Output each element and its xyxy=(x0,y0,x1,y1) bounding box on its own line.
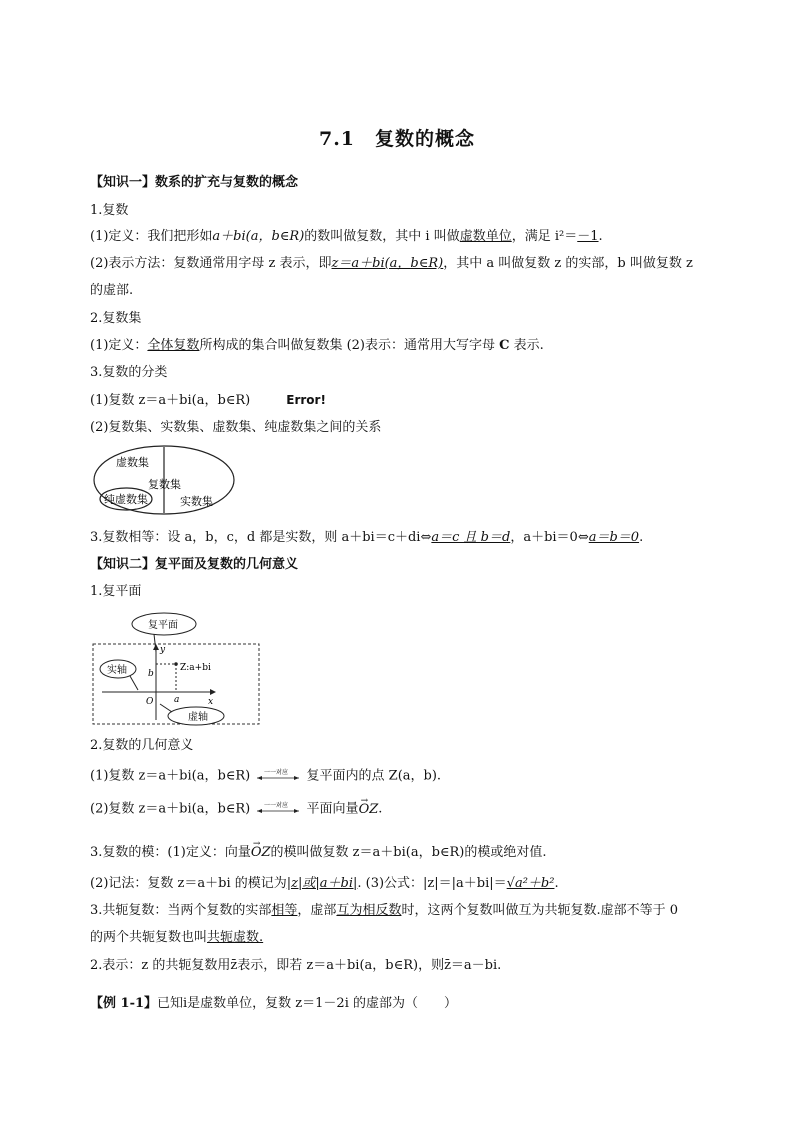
a-label: a xyxy=(174,695,180,705)
complex-plane-diagram xyxy=(92,612,262,728)
imag-axis-label: 虚轴 xyxy=(188,712,208,723)
subsection-geometry: 2.复数的几何意义 xyxy=(90,738,194,753)
relation-line: (2)复数集、实数集、虚数集、纯虚数集之间的关系 xyxy=(90,420,382,435)
classification-line: (1)复数 z＝a＋bi(a，b∈R) Error! xyxy=(90,393,326,408)
venn-real-label: 实数集 xyxy=(180,495,213,508)
one-to-one-arrow xyxy=(254,768,302,784)
venn-pure-label: 纯虚数集 xyxy=(104,493,148,506)
point-label: Z:a+bi xyxy=(180,663,211,673)
venn-complex-label: 复数集 xyxy=(148,478,181,491)
venn-diagram xyxy=(92,444,238,516)
subsection-complex-plane: 1.复平面 xyxy=(90,584,142,599)
section-heading-1: 【知识一】数系的扩充与复数的概念 xyxy=(90,175,299,190)
vector-oz: → OZ xyxy=(359,802,379,818)
real-axis-label: 实轴 xyxy=(107,665,127,676)
conjugate-representation: 2.表示：z 的共轭复数用z̄表示，即若 z＝a＋bi(a，b∈R)，则z̄＝a－bi. xyxy=(90,958,502,973)
subsection-complex-set: 2.复数集 xyxy=(90,311,142,326)
section-heading-2: 【知识二】复平面及复数的几何意义 xyxy=(90,557,299,572)
equality-line: 3.复数相等：设 a，b，c，d 都是实数，则 a＋bi＝c＋di⇔a＝c 且 b＝d，a＋bi＝0⇔a＝b＝0. xyxy=(90,530,644,545)
representation-line-2: 的虚部. xyxy=(90,283,134,298)
complex-set-definition: (1)定义：全体复数所构成的集合叫做复数集 (2)表示：通常用大写字母 C 表示. xyxy=(90,338,544,353)
svg-text:一一对应: 一一对应 xyxy=(264,802,289,809)
svg-text:一一对应: 一一对应 xyxy=(264,769,289,776)
geometry-line-1: (1)复数 z＝a＋bi(a，b∈R) 一一对应 复平面内的点 Z(a，b). xyxy=(90,768,442,784)
example-line: 【例 1-1】已知i是虚数单位，复数 z＝1－2i 的虚部为（ ） xyxy=(90,996,457,1011)
notation-line: (2)记法：复数 z＝a＋bi 的模记为|z|或|a＋bi|. (3)公式：|z|＝|a＋bi|＝√a²＋b². xyxy=(90,876,559,891)
vector-oz: → OZ xyxy=(251,845,271,861)
x-axis-label: x xyxy=(208,697,214,707)
page-title: 7.1 复数的概念 xyxy=(318,128,476,150)
plane-label: 复平面 xyxy=(148,620,178,631)
representation-line: (2)表示方法：复数通常用字母 z 表示，即z＝a＋bi(a，b∈R)，其中 a 叫做复数 z 的实部，b 叫做复数 z xyxy=(90,256,693,271)
modulus-line: 3.复数的模：(1)定义：向量→ OZ的模叫做复数 z＝a＋bi(a，b∈R)的模或绝对值. xyxy=(90,845,720,861)
origin-label: O xyxy=(146,697,154,707)
conjugate-line: 3.共轭复数：当两个复数的实部相等，虚部互为相反数时，这两个复数叫做互为共轭复数.虚部不等于 0 xyxy=(90,903,678,918)
conjugate-line-2: 的两个共轭复数也叫共轭虚数. xyxy=(90,930,264,945)
one-to-one-arrow xyxy=(254,801,302,817)
definition-line: (1)定义：我们把形如a＋bi(a，b∈R)的数叫做复数，其中 i 叫做虚数单位，满足 i²＝－1. xyxy=(90,229,603,244)
subsection-classification: 3.复数的分类 xyxy=(90,365,168,380)
b-label: b xyxy=(148,669,154,679)
geometry-line-2: (2)复数 z＝a＋bi(a，b∈R) 一一对应 平面向量→ OZ. xyxy=(90,801,720,818)
venn-imag-label: 虚数集 xyxy=(116,456,149,469)
subsection-complex: 1.复数 xyxy=(90,203,129,218)
y-axis-label: y xyxy=(160,645,166,655)
